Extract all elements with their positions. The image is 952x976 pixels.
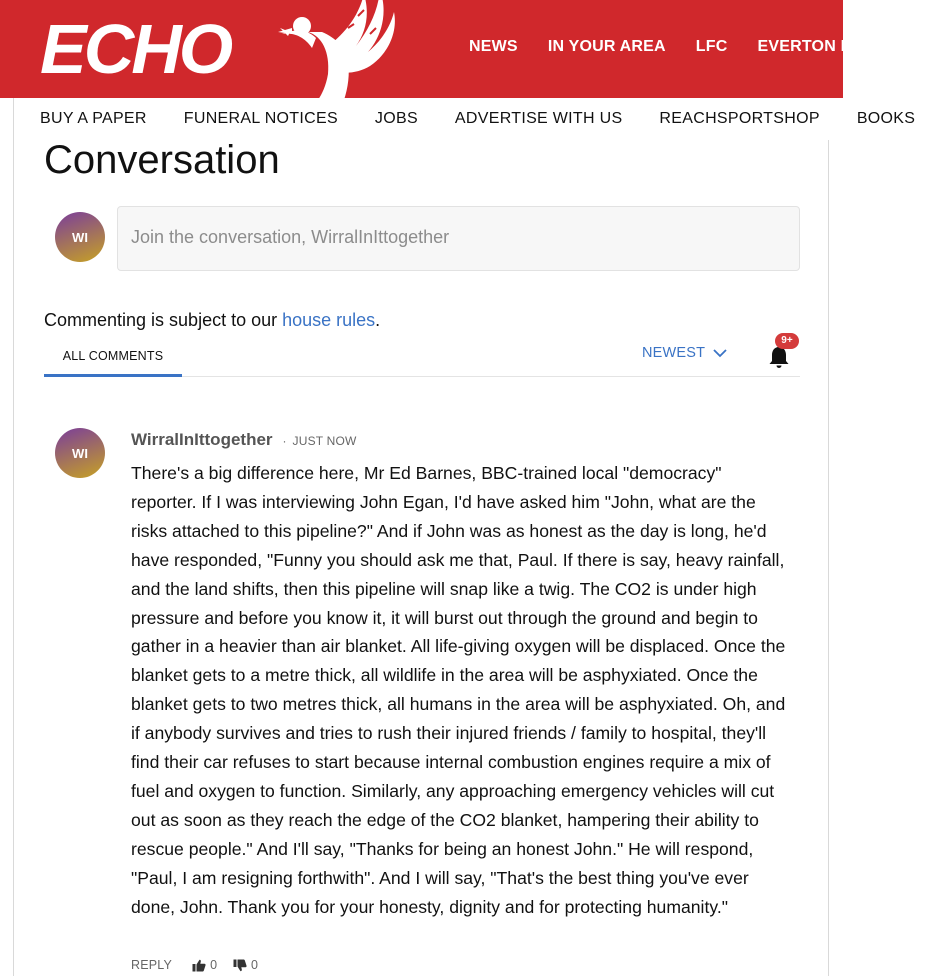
nav-in-your-area[interactable]: IN YOUR AREA: [547, 38, 666, 55]
page-title: Conversation: [44, 138, 280, 182]
separator-dot: ·: [282, 434, 287, 448]
main-nav: [469, 38, 892, 56]
content-border-right: [828, 140, 829, 976]
echo-logo[interactable]: [40, 10, 231, 88]
comment-input[interactable]: [131, 227, 781, 248]
like-count: 0: [210, 958, 218, 972]
comment-tabs: [44, 335, 800, 377]
nav-everton-fc[interactable]: EVERTON FC: [757, 38, 863, 55]
subnav-books[interactable]: BOOKS: [856, 110, 916, 127]
secondary-nav: [0, 98, 916, 140]
chevron-down-icon: [713, 348, 727, 358]
logo-text: ECHO: [40, 10, 231, 88]
subnav-reachsportshop[interactable]: REACHSPORTSHOP: [659, 110, 820, 127]
site-header: [0, 0, 863, 98]
content-border-left: [13, 98, 14, 976]
like-button[interactable]: [192, 958, 217, 972]
commenting-rules-note: [44, 310, 380, 331]
comment-actions: [131, 958, 274, 972]
sort-dropdown[interactable]: [642, 345, 727, 361]
rules-prefix: Commenting is subject to our: [44, 310, 283, 330]
comment-header: [131, 430, 357, 450]
notification-badge: 9+: [775, 333, 799, 349]
house-rules-link[interactable]: house rules: [282, 310, 376, 330]
comment-author[interactable]: WirralInIttogether: [131, 430, 273, 449]
comment-author-avatar[interactable]: WI: [55, 428, 105, 478]
rules-suffix: .: [375, 310, 381, 330]
nav-news[interactable]: NEWS: [469, 38, 518, 55]
thumbs-up-icon: [192, 959, 206, 972]
reply-button[interactable]: REPLY: [131, 958, 173, 972]
comment-timestamp: JUST NOW: [292, 434, 357, 448]
current-user-avatar: WI: [55, 212, 105, 262]
nav-lfc[interactable]: LFC: [695, 38, 728, 55]
comment-body: There's a big difference here, Mr Ed Barnes, BBC-trained local "democracy" reporter. If I was interviewing John Egan, I'd have asked him "John, what are the risks attached to this pipeline?" And if John was as honest as the day is long, he'd have responded, "Funny you should ask me that, Paul. If there is say, heavy rainfall, and the land shifts, then this pipeline will snap like a twig. The CO2 is under high pressure and before you know it, it will burst out through the ground and begin to gather in a heavier than air blanket. All life-giving oxygen will be displaced. Once the blanket gets to a metre thick, all wildlife in the area will be asphyxiated. Once the blanket gets to two metres thick, all humans in the area will be asphyxiated. Oh, and if anybody survives and tries to rush their injured friends / family to hospital, they'll find their car refuses to start because internal combustion engines require a mix of fuel and oxygen to function. Similarly, any approaching emergency vehicles will cut out as soon as they reach the edge of the CO2 blanket, hampering their ability to rescue people." And I'll say, "Thanks for being an honest John." He will respond, "Paul, I am resigning forthwith". And I will say, "That's the best thing you've ever done, John. Thank you for your honesty, dignity and for protecting humanity.": [131, 463, 786, 917]
subnav-buy-a-paper[interactable]: BUY A PAPER: [40, 110, 147, 127]
dislike-button[interactable]: [233, 958, 258, 972]
subnav-funeral-notices[interactable]: FUNERAL NOTICES: [183, 110, 338, 127]
liver-bird-icon: [252, 0, 420, 100]
sort-label: NEWEST: [642, 345, 706, 361]
thumbs-down-icon: [233, 959, 247, 972]
join-conversation-box[interactable]: [117, 206, 800, 271]
subnav-jobs[interactable]: JOBS: [374, 110, 418, 127]
subnav-advertise[interactable]: ADVERTISE WITH US: [454, 110, 623, 127]
tab-all-comments[interactable]: ALL COMMENTS: [44, 338, 182, 377]
dislike-count: 0: [251, 958, 258, 972]
